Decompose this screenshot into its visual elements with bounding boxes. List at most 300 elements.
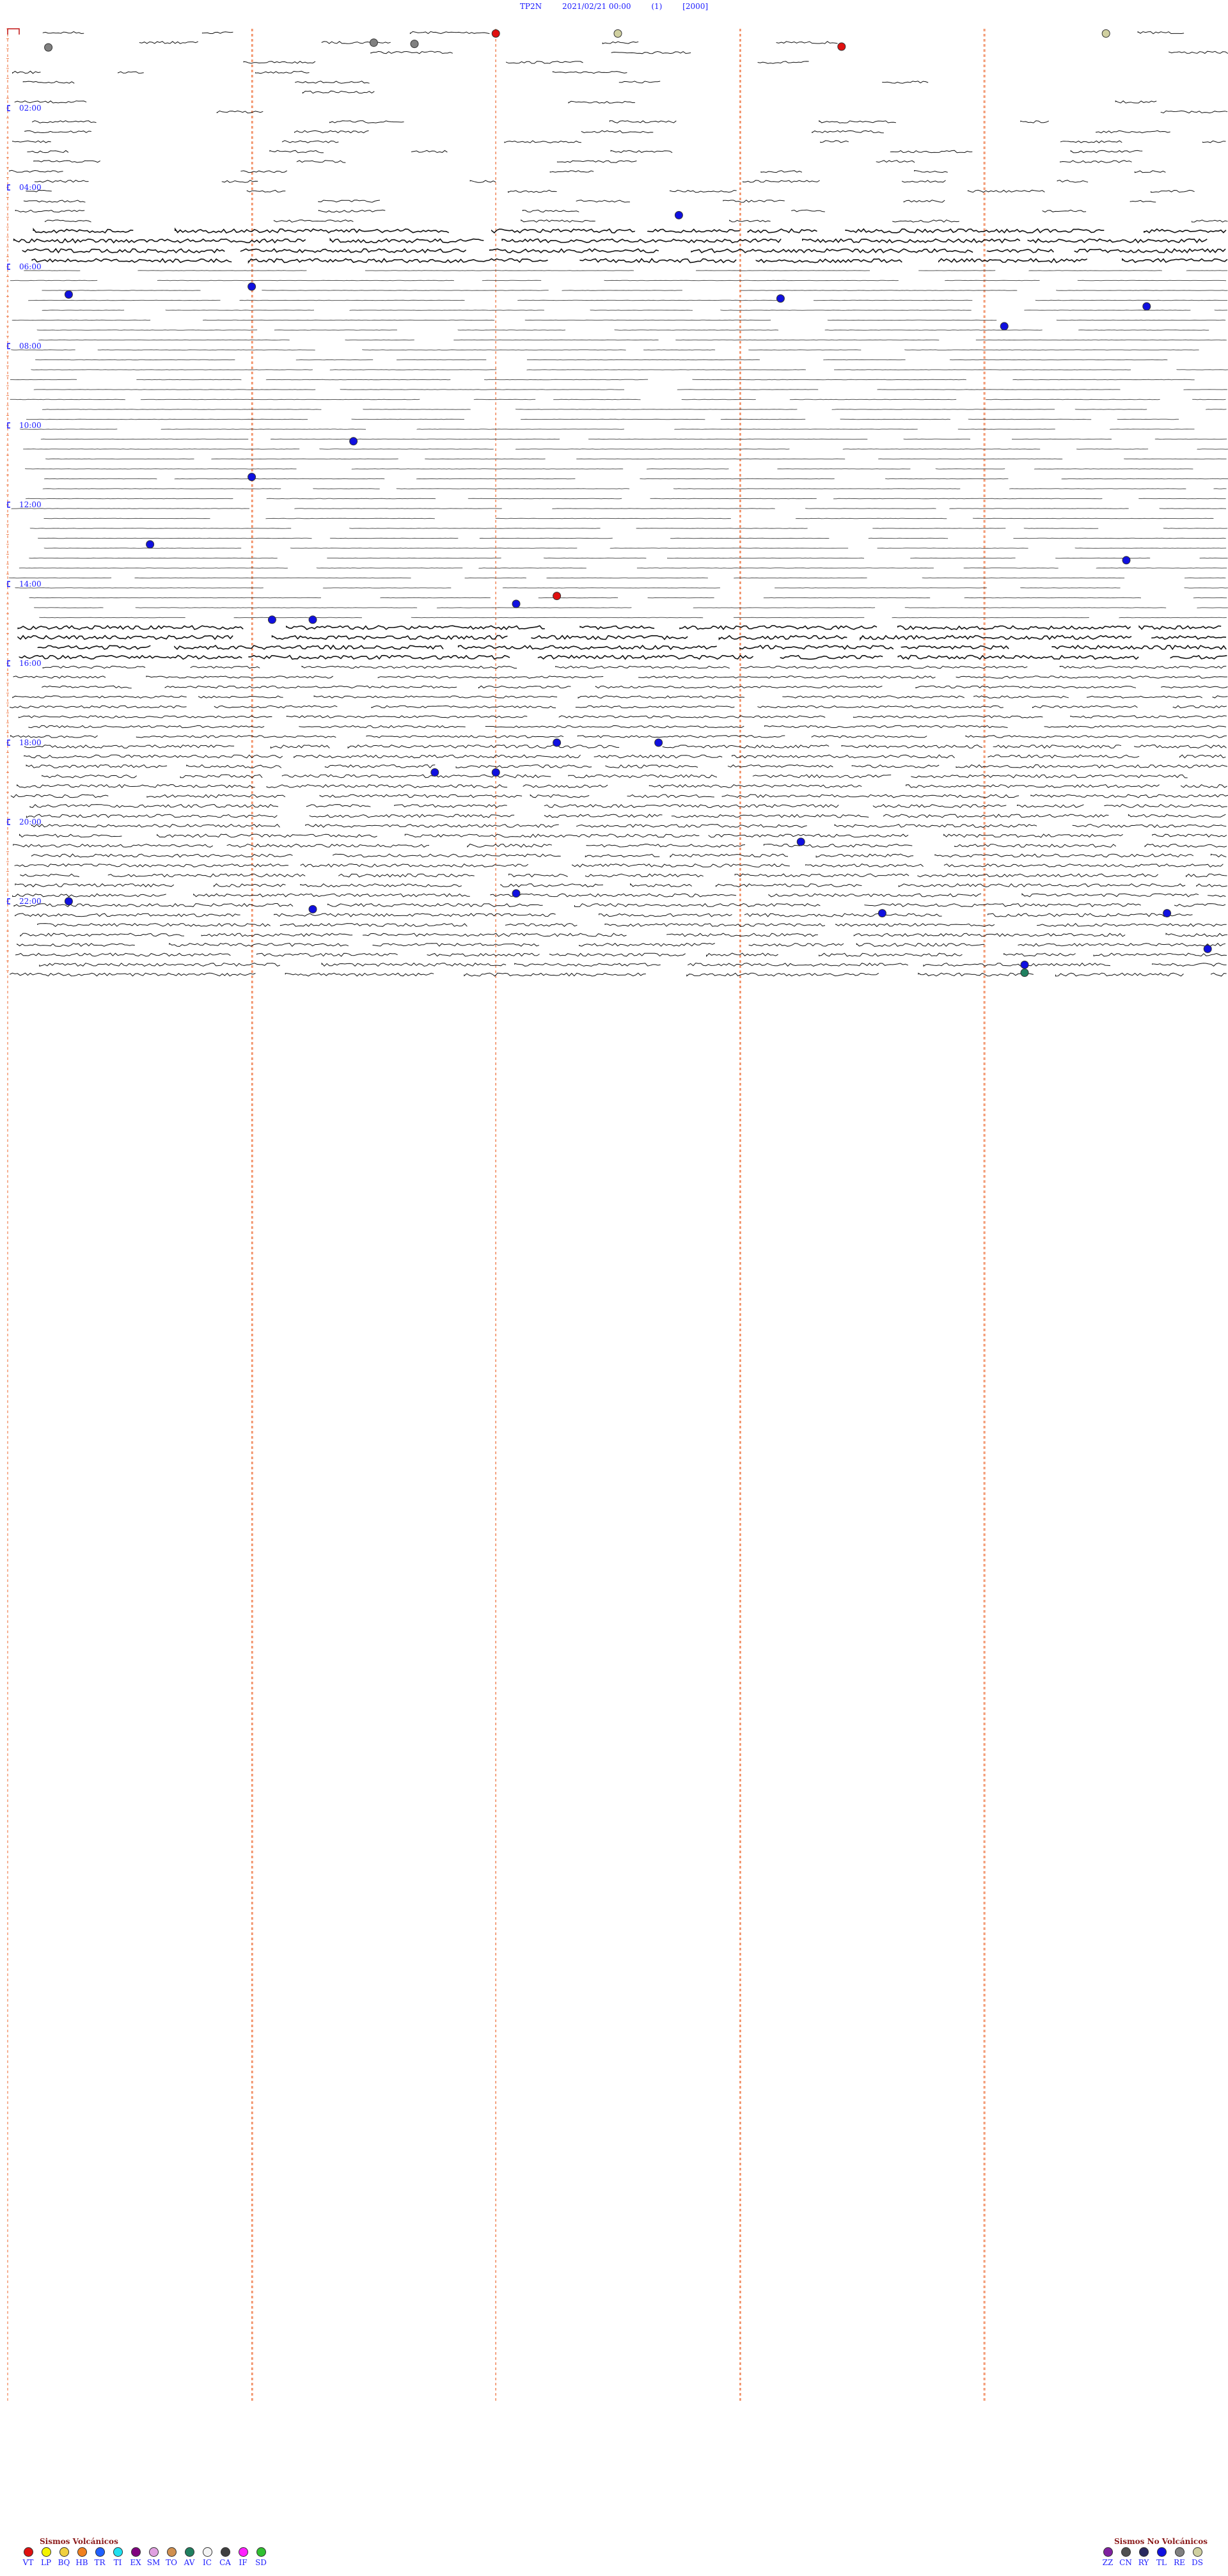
legend-item-lp [37, 2547, 55, 2567]
trace-segment [459, 645, 717, 649]
trace-segment [1208, 895, 1225, 897]
trace-segment [330, 121, 404, 123]
trace-segment [405, 834, 699, 837]
trace-segment [783, 696, 964, 699]
trace-segment [17, 944, 135, 947]
trace-segment [1179, 755, 1225, 758]
trace-segment [485, 725, 744, 727]
trace-segment [639, 676, 936, 679]
trace-segment [769, 894, 981, 897]
trace-segment [320, 794, 522, 798]
trace-segment [285, 973, 434, 976]
event-marker-tl [512, 890, 520, 897]
trace-segment [187, 765, 281, 768]
trace-segment [728, 765, 833, 768]
trace-segment [310, 814, 514, 818]
trace-segment [1128, 814, 1225, 818]
trace-segment [108, 874, 305, 877]
trace-segment [13, 844, 213, 848]
trace-segment [735, 874, 909, 877]
trace-segment [15, 864, 288, 867]
trace-segment [619, 81, 660, 83]
trace-segment [15, 953, 230, 956]
trace-segment [501, 884, 603, 887]
trace-segment [32, 259, 232, 263]
trace-segment [1018, 805, 1084, 808]
trace-segment [13, 696, 187, 699]
trace-segment [911, 775, 1188, 778]
trace-segment [24, 755, 283, 758]
legend-item-tr [91, 2547, 109, 2567]
legend-volcanic [19, 2547, 270, 2567]
event-marker-tl [655, 739, 663, 747]
legend-swatch-icon [167, 2547, 177, 2557]
trace-segment [753, 775, 891, 778]
trace-segment [24, 745, 234, 748]
trace-segment [576, 706, 734, 708]
legend-code: TO [166, 2558, 177, 2567]
trace-segment [854, 933, 1125, 936]
trace-segment [180, 775, 262, 778]
trace-segment [569, 101, 635, 103]
trace-segment [523, 210, 579, 212]
trace-segment [1060, 141, 1122, 143]
trace-segment [988, 755, 1139, 758]
event-marker-tl [309, 905, 317, 913]
trace-segment [470, 180, 496, 182]
event-marker-tl [1000, 322, 1008, 330]
legend-code: RE [1174, 2558, 1185, 2567]
trace-segment [505, 141, 581, 143]
trace-segment [579, 944, 715, 947]
trace-segment [464, 973, 646, 976]
trace-segment [550, 171, 594, 173]
trace-segment [764, 844, 912, 848]
trace-segment [13, 71, 41, 74]
event-marker-vt [492, 29, 500, 37]
trace-segment [1037, 924, 1227, 927]
event-marker-re [411, 40, 418, 48]
trace-segment [836, 924, 995, 927]
trace-segment [610, 121, 676, 123]
event-marker-tl [878, 910, 886, 917]
trace-segment [852, 765, 939, 768]
trace-segment [40, 963, 280, 967]
trace-segment [17, 785, 255, 788]
trace-segment [244, 61, 315, 63]
event-marker-tl [431, 769, 439, 777]
trace-segment [20, 834, 122, 837]
trace-segment [330, 239, 484, 243]
trace-segment [670, 854, 788, 857]
trace-segment [988, 913, 1193, 917]
legend-code: TL [1156, 2558, 1167, 2567]
trace-segment [1073, 825, 1226, 828]
trace-segment [987, 249, 1053, 253]
trace-segment [26, 814, 277, 818]
trace-segment [611, 52, 691, 54]
trace-segment [194, 894, 470, 897]
trace-segment [1166, 933, 1227, 936]
trace-segment [18, 626, 243, 629]
trace-segment [709, 834, 908, 837]
legend-swatch-icon [59, 2547, 69, 2557]
trace-segment [319, 200, 380, 202]
trace-segment [955, 844, 1116, 848]
trace-segment [147, 794, 285, 798]
trace-segment [890, 150, 972, 153]
event-marker-av [1021, 969, 1028, 977]
trace-segment [136, 736, 336, 738]
hour-label: 04:00 [19, 183, 42, 192]
event-marker-tl [1204, 945, 1211, 952]
legend-swatch-icon [1193, 2547, 1202, 2557]
trace-segment [521, 220, 595, 223]
trace-segment [1135, 745, 1227, 748]
trace-segment [556, 666, 730, 668]
trace-segment [20, 933, 184, 936]
trace-segment [282, 141, 338, 143]
hour-label: 14:00 [19, 580, 42, 589]
event-marker-tl [512, 600, 520, 608]
trace-segment [14, 239, 306, 243]
trace-segment [544, 805, 838, 808]
trace-segment [1021, 121, 1049, 123]
legend-item-ic [198, 2547, 216, 2567]
trace-segment [882, 81, 928, 83]
trace-segment [627, 794, 714, 798]
trace-segment [222, 180, 258, 183]
hour-label: 08:00 [19, 342, 42, 351]
trace-segment [1115, 101, 1156, 103]
legend-code: BQ [58, 2558, 70, 2567]
trace-segment [363, 933, 627, 936]
event-marker-tl [350, 438, 358, 445]
trace-segment [860, 636, 1131, 640]
trace-segment [1161, 686, 1228, 688]
hour-label: 12:00 [19, 500, 42, 509]
trace-segment [18, 636, 233, 640]
legend-swatch-icon [185, 2547, 194, 2557]
legend-nonvolcanic [1099, 2547, 1206, 2567]
trace-segment [687, 973, 879, 976]
trace-segment [531, 636, 688, 640]
trace-segment [577, 825, 807, 828]
legend-item-ry [1135, 2547, 1153, 2567]
trace-segment [241, 171, 287, 173]
trace-segment [509, 874, 568, 877]
trace-segment [846, 229, 1104, 233]
trace-segment [821, 141, 849, 143]
trace-segment [28, 150, 68, 152]
trace-segment [723, 200, 785, 202]
legend-item-if [234, 2547, 252, 2567]
hour-label: 10:00 [19, 421, 42, 430]
legend-item-ti [109, 2547, 127, 2567]
legend-swatch-icon [131, 2547, 141, 2557]
trace-segment [328, 904, 543, 907]
trace-segment [38, 924, 271, 927]
legend-item-cn [1117, 2547, 1135, 2567]
trace-segment [274, 913, 556, 917]
trace-segment [1169, 51, 1228, 53]
trace-segment [1211, 854, 1226, 857]
trace-segment [1138, 32, 1184, 34]
trace-segment [1122, 259, 1227, 263]
legend-swatch-icon [256, 2547, 266, 2557]
trace-segment [974, 696, 1069, 698]
trace-segment [507, 61, 583, 63]
trace-segment [1087, 696, 1202, 698]
trace-segment [1057, 180, 1088, 182]
event-marker-tl [248, 283, 256, 290]
legend-swatch-icon [1121, 2547, 1131, 2557]
trace-segment [157, 834, 377, 837]
hour-label: 20:00 [19, 818, 42, 826]
trace-segment [395, 805, 507, 808]
trace-segment [325, 765, 435, 768]
trace-segment [803, 239, 1020, 243]
trace-segment [214, 706, 337, 708]
legend-code: SD [255, 2558, 267, 2567]
legend-code: HB [75, 2558, 88, 2567]
trace-segment [241, 249, 466, 253]
legend-code: TR [94, 2558, 106, 2567]
hour-label: 16:00 [19, 659, 42, 668]
trace-segment [918, 973, 1034, 976]
trace-segment [1197, 884, 1227, 887]
trace-segment [649, 785, 862, 788]
legend-swatch-icon [239, 2547, 248, 2557]
event-marker-tl [65, 290, 72, 298]
trace-segment [918, 874, 1158, 877]
legend-code: ZZ [1102, 2558, 1114, 2567]
trace-segment [372, 706, 556, 708]
hour-label: 22:00 [19, 897, 42, 906]
trace-segment [1130, 200, 1156, 202]
trace-segment [732, 755, 955, 758]
trace-segment [1186, 874, 1227, 877]
trace-segment [572, 864, 790, 867]
trace-segment [146, 676, 333, 678]
start-marker [8, 29, 19, 35]
trace-segment [257, 953, 398, 956]
legend-swatch-icon [113, 2547, 123, 2557]
trace-segment [43, 31, 84, 33]
trace-segment [299, 725, 466, 728]
trace-segment [956, 765, 1227, 768]
trace-segment [1135, 171, 1165, 173]
trace-segment [667, 933, 818, 936]
trace-segment [956, 676, 1227, 679]
event-marker-tl [146, 541, 154, 548]
event-marker-tl [309, 616, 317, 624]
event-marker-tl [1163, 910, 1171, 917]
trace-segment [1192, 220, 1228, 222]
trace-segment [901, 646, 1009, 649]
trace-segment [1071, 150, 1142, 152]
legend-item-to [162, 2547, 180, 2567]
trace-segment [585, 854, 659, 857]
trace-segment [202, 32, 233, 34]
trace-segment [893, 220, 959, 223]
trace-segment [576, 200, 630, 202]
event-marker-tl [797, 838, 805, 846]
trace-segment [605, 924, 825, 927]
trace-segment [707, 953, 778, 956]
legend-item-zz [1099, 2547, 1117, 2567]
trace-segment [410, 31, 489, 33]
trace-segment [38, 645, 150, 649]
trace-segment [530, 794, 589, 798]
trace-segment [217, 111, 263, 113]
event-marker-tl [1143, 303, 1151, 310]
legend-swatch-icon [149, 2547, 159, 2557]
trace-segment [13, 676, 106, 678]
trace-segment [792, 210, 825, 212]
event-marker-ds [1102, 29, 1110, 37]
trace-segment [898, 656, 1138, 660]
trace-segment [199, 696, 283, 698]
trace-segment [19, 716, 272, 718]
trace-segment [545, 814, 663, 818]
trace-segment [1161, 111, 1227, 113]
trace-segment [688, 963, 908, 967]
trace-segment [43, 666, 145, 668]
trace-segment [301, 864, 528, 867]
trace-segment [586, 844, 745, 848]
legend-code: VT [22, 2558, 34, 2567]
trace-segment [842, 745, 982, 748]
trace-segment [295, 81, 370, 83]
trace-segment [1031, 794, 1228, 798]
trace-segment [1152, 636, 1226, 640]
trace-segment [270, 150, 324, 153]
trace-segment [670, 190, 737, 193]
trace-segment [25, 131, 91, 133]
trace-segment [935, 854, 1193, 857]
trace-segment [201, 933, 352, 936]
trace-segment [756, 259, 902, 263]
legend-swatch-icon [1139, 2547, 1149, 2557]
trace-segment [249, 259, 548, 263]
trace-segment [29, 725, 264, 728]
legend-code: SM [146, 2558, 161, 2567]
trace-segment [191, 667, 260, 668]
trace-segment [508, 190, 557, 193]
trace-segment [602, 42, 638, 43]
trace-segment [45, 220, 91, 222]
trace-segment [606, 765, 698, 768]
hour-label: 06:00 [19, 262, 42, 271]
trace-segment [581, 130, 653, 133]
legend-code: IF [239, 2558, 248, 2567]
trace-segment [19, 656, 242, 660]
legend-item-vt [19, 2547, 37, 2567]
trace-segment [1153, 834, 1227, 837]
trace-segment [819, 121, 896, 123]
legend-code: AV [184, 2558, 195, 2567]
trace-segment [776, 42, 838, 43]
trace-segment [578, 736, 785, 738]
trace-segment [33, 121, 97, 123]
trace-segment [280, 924, 467, 927]
trace-segment [740, 645, 893, 649]
trace-segment [898, 626, 1131, 629]
trace-segment [748, 229, 817, 233]
trace-segment [24, 200, 85, 202]
legend-item-sd [252, 2547, 270, 2567]
legend-item-re [1170, 2547, 1188, 2567]
legend-swatch-icon [77, 2547, 87, 2557]
event-marker-vt [838, 43, 846, 51]
trace-segment [761, 171, 802, 173]
trace-segment [30, 805, 278, 808]
trace-segment [550, 953, 686, 956]
trace-segment [214, 884, 285, 887]
trace-segment [599, 913, 732, 917]
trace-segment [906, 785, 1160, 788]
event-marker-tl [776, 295, 784, 303]
legend-swatch-icon [42, 2547, 51, 2557]
trace-segment [743, 180, 820, 182]
trace-segment [502, 239, 781, 243]
event-marker-tl [1122, 557, 1130, 564]
trace-segment [944, 834, 1123, 837]
trace-segment [1028, 239, 1207, 243]
trace-segment [663, 745, 829, 748]
legend-item-sm [145, 2547, 162, 2567]
trace-segment [899, 884, 1185, 887]
trace-segment [1170, 656, 1227, 659]
trace-segment [765, 725, 1008, 728]
legend-item-bq [55, 2547, 73, 2567]
trace-segment [758, 706, 1004, 708]
legend-item-av [180, 2547, 198, 2567]
trace-segment [904, 200, 945, 202]
trace-segment [1018, 944, 1225, 947]
trace-segment [586, 874, 704, 877]
trace-segment [749, 944, 844, 947]
legend-swatch-icon [1103, 2547, 1113, 2557]
trace-segment [559, 716, 825, 718]
trace-segment [322, 963, 506, 967]
trace-segment [10, 170, 63, 172]
trace-segment [15, 101, 86, 103]
trace-segment [287, 716, 527, 718]
trace-segment [373, 944, 539, 947]
trace-segment [32, 825, 280, 828]
trace-segment [175, 645, 443, 649]
trace-segment [366, 736, 563, 738]
legend-code: DS [1192, 2558, 1203, 2567]
trace-segment [1004, 953, 1076, 956]
trace-segment [1173, 706, 1227, 708]
legend-item-tl [1153, 2547, 1170, 2567]
trace-segment [680, 626, 877, 629]
trace-segment [816, 854, 913, 857]
trace-segment [411, 150, 447, 152]
trace-segment [294, 755, 581, 758]
trace-segment [944, 864, 1223, 867]
trace-segment [578, 696, 744, 699]
trace-segment [1181, 785, 1227, 788]
trace-segment [42, 775, 137, 778]
trace-segment [456, 765, 592, 768]
trace-segment [1174, 904, 1225, 907]
trace-segment [1056, 973, 1184, 976]
event-marker-tl [492, 769, 500, 777]
